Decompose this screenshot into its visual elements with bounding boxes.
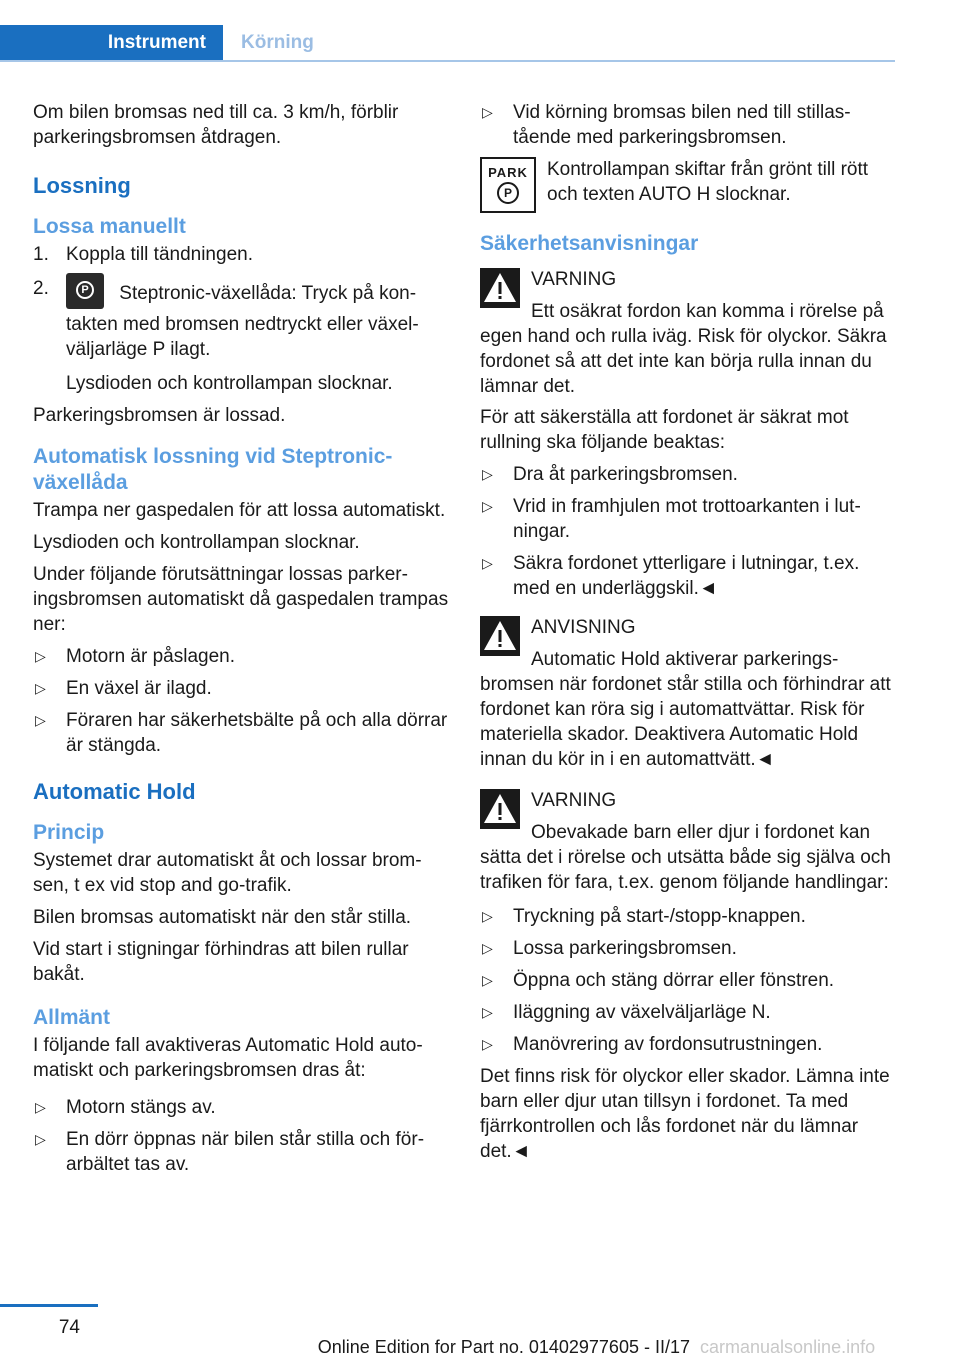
list-item (33, 242, 449, 267)
right-column (480, 100, 896, 1171)
list-item (480, 1032, 896, 1057)
triangle-bullet-icon: ▷ (482, 498, 493, 514)
tab-korning[interactable]: Körning (241, 32, 314, 53)
list-item-text: Öppna och stäng dörrar eller fönstren. (513, 970, 835, 991)
list-item (480, 968, 896, 993)
page-number: 74 (58, 1317, 80, 1338)
list-item (33, 1095, 449, 1120)
list-item (480, 100, 896, 150)
step-number: 2. (33, 278, 49, 299)
parking-brake-button-icon: P (66, 273, 104, 309)
heading-auto-release: Automatisk lossning vid Steptronic-växellåda (33, 445, 393, 494)
triangle-bullet-icon: ▷ (35, 680, 46, 696)
auto-paragraph-2: Lysdioden och kontrollampan slocknar. (33, 532, 360, 553)
heading-lossa-manuellt: Lossa manuellt (33, 215, 186, 238)
heading-safety: Säkerhetsanvisningar (480, 232, 699, 255)
warning-closing-paragraph: Det finns risk för olyckor eller skador. Lämna inte barn eller djur utan tillsyn i fordonet. Ta med fjärrkontrollen och lås fordonet när du lämnar det.◄ (480, 1066, 890, 1162)
list-item-text: En växel är ilagd. (66, 678, 212, 699)
tab-instrument[interactable]: Instrument (0, 25, 223, 61)
note-block (480, 615, 896, 772)
warning-block (480, 267, 896, 399)
triangle-bullet-icon: ▷ (482, 1036, 493, 1052)
warning-title: VARNING (531, 790, 617, 811)
warning-body: Obevakade barn eller djur i fordonet kan sätta det i rörelse och utsätta både sig själva och trafiken för fara, t.ex. genom följande handlingar: (480, 822, 891, 893)
auto-paragraph-1: Trampa ner gaspedalen för att lossa automatiskt. (33, 500, 446, 521)
list-item-text: Säkra fordonet ytterligare i lutningar, t.ex. med en underläggskil.◄ (513, 553, 860, 599)
warning-paragraph: För att säkerställa att fordonet är säkrat mot rullning ska följande beaktas: (480, 407, 849, 453)
step-note: Lysdioden och kontrollampan slocknar. (66, 373, 393, 394)
list-item-text: Motorn är påslagen. (66, 646, 235, 667)
triangle-bullet-icon: ▷ (482, 555, 493, 571)
intro-paragraph: Om bilen bromsas ned till ca. 3 km/h, förblir parkeringsbromsen åtdragen. (33, 102, 399, 148)
header-tabs (0, 25, 895, 62)
warning-triangle-icon (480, 789, 520, 829)
triangle-bullet-icon: ▷ (482, 908, 493, 924)
triangle-bullet-icon: ▷ (482, 104, 493, 120)
list-item-text: Föraren har säkerhetsbälte på och alla dörrar är stängda. (66, 710, 448, 756)
park-indicator-text: Kontrollampan skiftar från grönt till rött och texten AUTO H slocknar. (547, 159, 869, 205)
triangle-bullet-icon: ▷ (35, 1131, 46, 1147)
step-text: Steptronic-växellåda: Tryck på kontakten med bromsen nedtryckt eller växelväljarläge P ilagt. (66, 283, 419, 360)
triangle-bullet-icon: ▷ (35, 648, 46, 664)
princip-paragraph-2: Bilen bromsas automatiskt när den står stilla. (33, 907, 412, 928)
released-paragraph: Parkeringsbromsen är lossad. (33, 405, 286, 426)
heading-automatic-hold: Automatic Hold (33, 779, 196, 804)
park-indicator-block (480, 157, 896, 213)
list-item (33, 276, 449, 362)
warning-title: VARNING (531, 269, 617, 290)
warning-triangle-icon (480, 616, 520, 656)
list-item (480, 551, 896, 601)
list-item (33, 676, 449, 701)
auto-paragraph-3: Under följande förutsättningar lossas parkeringsbromsen automatiskt då gaspedalen trampas ner: (33, 564, 449, 635)
triangle-bullet-icon: ▷ (35, 1099, 46, 1115)
list-item (33, 1127, 449, 1177)
list-item (480, 936, 896, 961)
park-icon-word: PARK (488, 165, 528, 180)
heading-lossning: Lossning (33, 173, 131, 198)
list-item-text: Iläggning av växelväljarläge N. (513, 1002, 771, 1023)
park-icon-letter: P (497, 182, 519, 204)
triangle-bullet-icon: ▷ (482, 940, 493, 956)
triangle-bullet-icon: ▷ (482, 1004, 493, 1020)
heading-allmant: Allmänt (33, 1006, 111, 1029)
list-item-text: Manövrering av fordonsutrustningen. (513, 1034, 823, 1055)
warning-block (480, 788, 896, 895)
triangle-bullet-icon: ▷ (35, 712, 46, 728)
list-item (33, 644, 449, 669)
warning-body: Ett osäkrat fordon kan komma i rörelse på egen hand och rulla iväg. Risk för olyckor. Säkra fordonet så att det inte kan börja rulla innan du lämnar det. (480, 301, 887, 397)
list-item-text: Tryckning på start-/stopp-knappen. (513, 906, 806, 927)
list-item-text: Vrid in framhjulen mot trottoarkanten i lutningar. (513, 496, 861, 542)
list-item-text: Lossa parkeringsbromsen. (513, 938, 737, 959)
watermark-text: carmanualsonline.info (700, 1337, 876, 1357)
list-item (480, 1000, 896, 1025)
header-divider (0, 60, 895, 62)
triangle-bullet-icon: ▷ (482, 972, 493, 988)
triangle-bullet-icon: ▷ (482, 466, 493, 482)
note-body: Automatic Hold aktiverar parkeringsbromsen när fordonet står stilla och förhindrar att fordonet kan röra sig i automattvättar. Risk för materiella skador. Deaktivera Automatic Hold innan du kör in i en automattvätt.◄ (480, 649, 891, 770)
park-indicator-icon (480, 157, 536, 213)
note-title: ANVISNING (531, 617, 636, 638)
step-number: 1. (33, 244, 49, 265)
warning-triangle-icon (480, 268, 520, 308)
princip-paragraph-1: Systemet drar automatiskt åt och lossar bromsen, t ex vid stop and go-trafik. (33, 850, 422, 896)
allmant-paragraph: I följande fall avaktiveras Automatic Hold automatiskt och parkeringsbromsen dras åt: (33, 1035, 423, 1081)
list-item (480, 904, 896, 929)
list-item (480, 462, 896, 487)
list-item (33, 708, 449, 758)
left-column (33, 100, 449, 1184)
list-item (480, 494, 896, 544)
princip-paragraph-3: Vid start i stigningar förhindras att bilen rullar bakåt. (33, 939, 409, 985)
list-item-text: Motorn stängs av. (66, 1097, 216, 1118)
list-item-text: En dörr öppnas när bilen står stilla och förarbältet tas av. (66, 1129, 425, 1175)
footer-accent-line (0, 1304, 98, 1307)
heading-princip: Princip (33, 821, 105, 844)
edition-text: Online Edition for Part no. 01402977605 - II/17 (317, 1337, 690, 1357)
step-text: Koppla till tändningen. (66, 244, 253, 265)
list-item-text: Dra åt parkeringsbromsen. (513, 464, 738, 485)
list-item-text: Vid körning bromsas bilen ned till stillastående med parkeringsbromsen. (513, 102, 851, 148)
